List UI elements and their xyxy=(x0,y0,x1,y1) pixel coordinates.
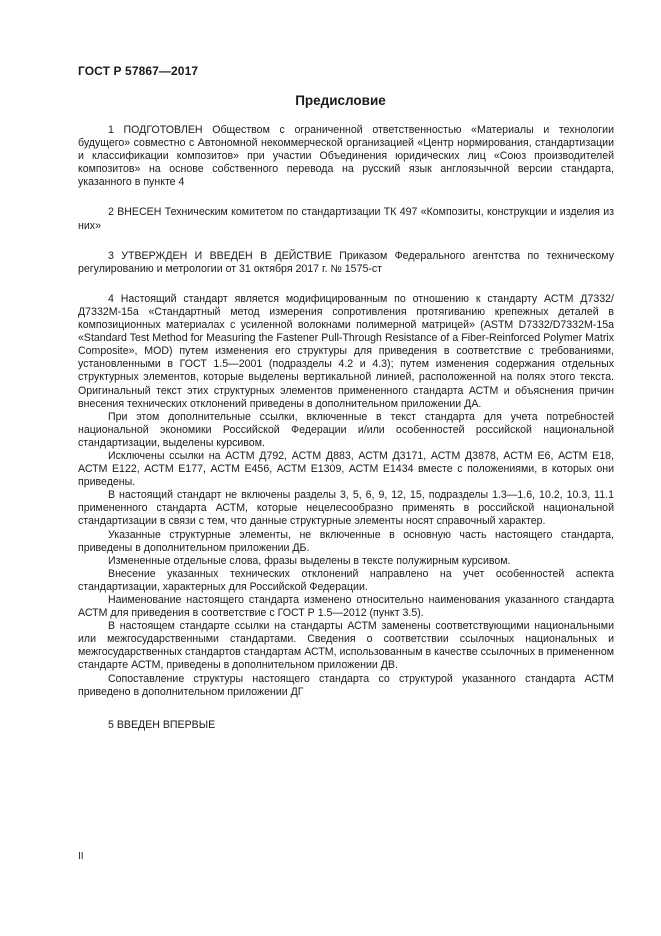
paragraph-6: Исключены ссылки на АСТМ Д792, АСТМ Д883, АСТМ Д3171, АСТМ Д3878, АСТМ Е6, АСТМ Е18, АСТМ Е122, АСТМ Е177, АСТМ Е456, АСТМ Е1309, АСТМ Е1434 вместе с положениями, в которых они приведены. xyxy=(78,449,614,489)
paragraph-10: Внесение указанных технических отклонений направлено на учет особенностей аспекта стандартизации, характерных для Российской Федерации. xyxy=(78,567,614,593)
paragraph-8: Указанные структурные элементы, не включенные в основную часть настоящего стандарта, приведены в дополнительном приложении ДБ. xyxy=(78,528,614,554)
page-number: II xyxy=(78,851,84,862)
paragraph-13: Сопоставление структуры настоящего стандарта со структурой указанного стандарта АСТМ приведено в дополнительном приложении ДГ xyxy=(78,672,614,698)
paragraph-9: Измененные отдельные слова, фразы выделены в тексте полужирным курсивом. xyxy=(108,554,511,567)
paragraph-1: 1 ПОДГОТОВЛЕН Обществом с ограниченной ответственностью «Материалы и технологии будущего» совместно с Автономной некоммерческой организацией «Центр нормирования, стандартизации и классификации композитов» при участии Объединения юридических лиц «Союз производителей композитов» на основе собственного перевода на русский язык англоязычной версии стандарта, указанного в пункте 4 xyxy=(78,124,614,189)
paragraph-12: В настоящем стандарте ссылки на стандарты АСТМ заменены соответствующими национальными или межгосударственными стандартами. Сведения о соответствии ссылочных национальных и межгосударственных стандартов стандартам АСТМ, использованным в качестве ссылочных в примененном стандарте АСТМ, приведены в дополнительном приложении ДВ. xyxy=(78,620,614,672)
document-header: ГОСТ Р 57867—2017 xyxy=(78,64,199,78)
paragraph-4: 4 Настоящий стандарт является модифицированным по отношению к стандарту АСТМ Д7332/Д7332М-15а «Стандартный метод измерения сопротивления протягиванию крепежных деталей в композиционных материалах с усиленной волокнами полимерной матрицей» (ASTM D7332/D7332M-15a «Standard Test Method for Measuring the Fastener Pull-Through Resistance of a Fiber-Reinforced Polymer Matrix Composite», MOD) путем изменения его структуры для приведения в соответствие с требованиями, установленными в ГОСТ 1.5—2001 (подразделы 4.2 и 4.3); путем изменения содержания отдельных структурных элементов, которые выделены вертикальной линией, расположенной на полях этого текста. Оригинальный текст этих структурных элементов примененного стандарта АСТМ и объяснения причин внесения технических отклонений приведены в дополнительном приложении ДА. xyxy=(78,292,614,410)
page-title: Предисловие xyxy=(295,93,386,108)
paragraph-5: При этом дополнительные ссылки, включенные в текст стандарта для учета потребностей национальной экономики Российской Федерации и/или особенностей российской национальной стандартизации, выделены курсивом. xyxy=(78,410,614,449)
foreword-body xyxy=(78,124,614,732)
paragraph-11: Наименование настоящего стандарта изменено относительно наименования указанного стандарта АСТМ для приведения в соответствие с ГОСТ Р 1.5—2012 (пункт 3.5). xyxy=(78,594,614,620)
paragraph-2: 2 ВНЕСЕН Техническим комитетом по стандартизации ТК 497 «Композиты, конструкции и изделия из них» xyxy=(78,206,614,232)
paragraph-14: 5 ВВЕДЕН ВПЕРВЫЕ xyxy=(108,718,216,731)
paragraph-3: 3 УТВЕРЖДЕН И ВВЕДЕН В ДЕЙСТВИЕ Приказом Федерального агентства по техническому регулированию и метрологии от 31 октября 2017 г. № 1575-ст xyxy=(78,249,614,275)
paragraph-7: В настоящий стандарт не включены разделы 3, 5, 6, 9, 12, 15, подразделы 1.3—1.6, 10.2, 10.3, 11.1 примененного стандарта АСТМ, которые нецелесообразно применять в российской национальной стандартизации в связи с тем, что данные структурные элементы носят справочный характер. xyxy=(78,489,614,528)
